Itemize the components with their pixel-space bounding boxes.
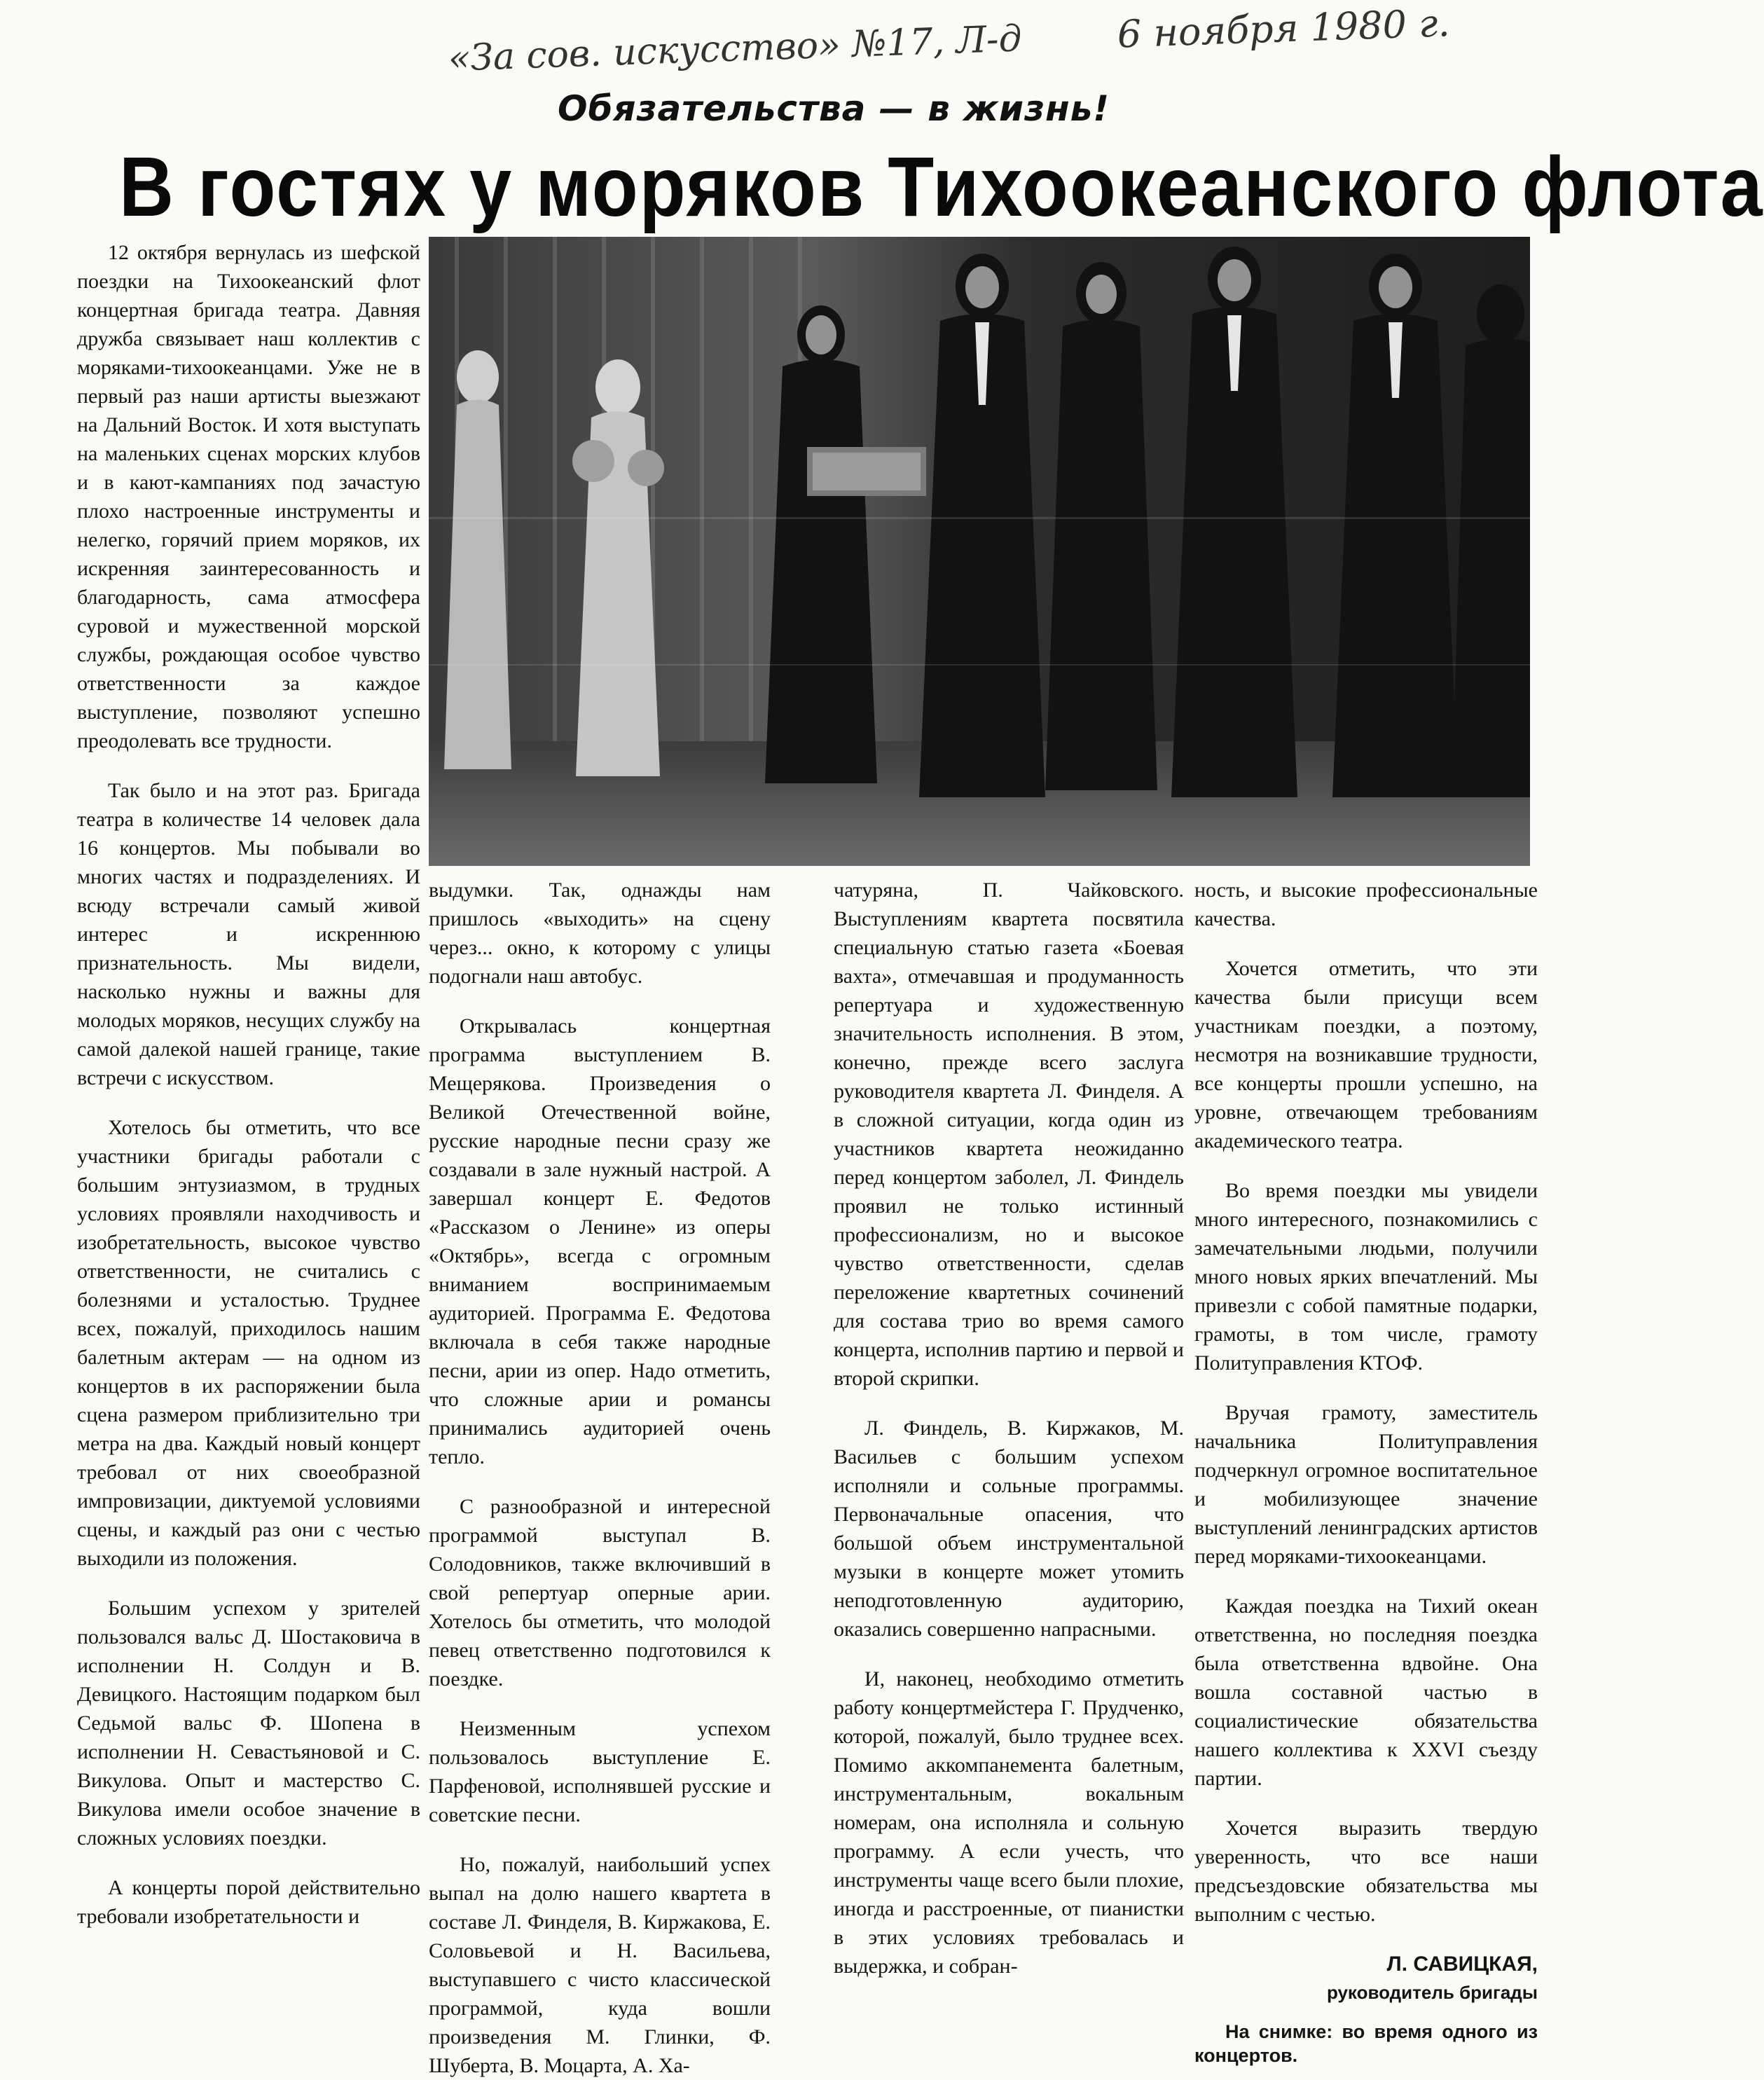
concert-photo (429, 237, 1530, 866)
paragraph: И, наконец, необходимо отметить работу концертмейстера Г. Прудченко, которой, пожалуй, было труднее всех. Помимо аккомпанемента балетным, инструментальным, вокальным номерам, она исполняла и сольную программу. А если учесть, что инструменты чаще всего были плохие, иногда и расстроенные, от пианистки в этих условиях требовалась и выдержка, и собран- (834, 1667, 1184, 1978)
paragraph: Л. Финдель, В. Киржаков, М. Васильев с большим успехом исполняли и сольные программы. Первоначальные опасения, что большой объем инструментальной музыки в концерте может утомить неподготовленную аудиторию, оказались совершенно напрасными. (834, 1417, 1184, 1641)
paragraph: Но, пожалуй, наибольший успех выпал на долю нашего квартета в составе Л. Финделя, В. Киржакова, Е. Соловьевой и Н. Васильева, выступавшего с чисто классической программой, куда вошли произведения М. Глинки, Ф. Шуберта, В. Моцарта, А. Ха- (429, 1853, 771, 2077)
paragraph: Во время поездки мы увидели много интересного, познакомились с замечательными людьми, получили много новых ярких впечатлений. Мы привезли с собой памятные подарки, грамоты, в том числе, грамоту Политуправления КТОФ. (1194, 1179, 1538, 1375)
concert-photo-image (429, 237, 1530, 866)
paragraph: Хочется выразить твердую уверенность, что все наши предсъездовские обязательства мы выполним с честью. (1194, 1817, 1538, 1926)
photo-caption: На снимке: во время одного из концертов. (1194, 2021, 1538, 2066)
author-signature: Л. САВИЦКАЯ, (1386, 1952, 1538, 1976)
article-column-2 (429, 876, 771, 2077)
paragraph: 12 октября вернулась из шефской поездки на Тихоокеанский флот концертная бригада театра. Давняя дружба связывает наш коллектив с моряками-тихоокеанцами. Уже не в первый раз наши артисты выезжают на Дальний Восток. И хотя выступать на маленьких сценах морских клубов и в кают-кампаниях под зачастую плохо настроенные инструменты и нелегко, горячий прием моряков, их искренняя заинтересованность и благодарность, сама атмосфера суровой и мужественной морской службы, рождающая особое чувство ответственности за каждое выступление, позволяют успешно преодолевать все трудности. (77, 241, 420, 752)
paragraph: Открывалась концертная программа выступлением В. Мещерякова. Произведения о Великой Отечественной войне, русские народные песни сразу же создавали в зале нужный настрой. А завершал концерт Е. Федотов «Рассказом о Ленине» из оперы «Октябрь», всегда с огромным вниманием воспринимаемым аудиторией. Программа Е. Федотова включала в себя также народные песни, арии из опер. Надо отметить, что сложные арии и романсы принимались аудиторией очень тепло. (429, 1014, 771, 1468)
paragraph: выдумки. Так, однажды нам пришлось «выходить» на сцену через... окно, к которому с улицы подогнали наш автобус. (429, 879, 771, 988)
paragraph: ность, и высокие профессиональные качества. (1194, 879, 1538, 930)
paragraph: Большим успехом у зрителей пользовался вальс Д. Шостаковича в исполнении Н. Солдун и В. Девицкого. Настоящим подарком был Седьмой вальс Ф. Шопена в исполнении Н. Севастьяновой и С. Викулова. Опыт и мастерство С. Викулова имели особое значение в сложных условиях поездки. (77, 1597, 420, 1850)
article-column-1 (77, 238, 420, 1941)
article-column-4 (1194, 876, 1538, 2066)
paragraph: Каждая поездка на Тихий океан ответственна, но последняя поездка была ответственна вдвойне. Она вошла составной частью в социалистические обязательства нашего коллектива к XXVI съезду партии. (1194, 1595, 1538, 1790)
paragraph: Хочется отметить, что эти качества были присущи всем участникам поездки, а поэтому, несмотря на возникавшие трудности, все концерты прошли успешно, на уровне, отвечающем требованиям академического театра. (1194, 957, 1538, 1152)
rubric: Обязательства — в жизнь! (557, 88, 1110, 129)
handwritten-source: «За сов. искусство» №17, Л-д (447, 18, 1023, 80)
paragraph: А концерты порой действительно требовали изобретательности и (77, 1876, 420, 1928)
paragraph: Хотелось бы отметить, что все участники бригады работали с большим энтузиазмом, в трудных условиях проявляли находчивость и изобретательность, высокое чувство ответственности, не считались с болезнями и усталостью. Труднее всех, пожалуй, приходилось нашим балетным актерам — на одном из концертов в их распоряжении была сцена размером приблизительно три метра на два. Каждый новый концерт требовал от них своеобразной импровизации, диктуемой условиями сцены, и каждый раз они с честью выходили из положения. (77, 1116, 420, 1570)
headline: В гостях у моряков Тихоокеанского флота (119, 139, 1764, 234)
paragraph: Так было и на этот раз. Бригада театра в количестве 14 человек дала 16 концертов. Мы побывали во многих частях и подразделениях. И всюду встречали самый живой интерес и искреннюю признательность. Мы видели, насколько нужны и важны для молодых моряков, несущих службу на самой далекой нашей границе, такие встречи с искусством. (77, 779, 420, 1089)
paragraph: Вручая грамоту, заместитель начальника Политуправления подчеркнул огромное воспитательное и мобилизующее значение выступлений ленинградских артистов перед моряками-тихоокеанцами. (1194, 1401, 1538, 1568)
paragraph: Неизменным успехом пользовалось выступление Е. Парфеновой, исполнявшей русские и советские песни. (429, 1717, 771, 1826)
handwritten-date: 6 ноября 1980 г. (1116, 1, 1451, 57)
article-column-3 (834, 876, 1184, 1978)
author-role: руководитель бригады (1326, 1982, 1538, 2003)
paragraph: чатуряна, П. Чайковского. Выступлениям квартета посвятила специальную статью газета «Боевая вахта», отмечавшая и продуманность репертуара и художественную значительность исполнения. В этом, конечно, прежде всего заслуга руководителя квартета Л. Финделя. А в сложной ситуации, когда один из участников квартета неожиданно перед концертом заболел, Л. Финдель проявил не только истинный профессионализм, но и высокое чувство ответственности, сделав переложение квартетных сочинений для состава трио во время самого концерта, исполнив партию и первой и второй скрипки. (834, 879, 1184, 1390)
paragraph: С разнообразной и интересной программой выступал В. Солодовников, также включивший в свой репертуар оперные арии. Хотелось бы отметить, что молодой певец ответственно подготовился к поездке. (429, 1495, 771, 1690)
